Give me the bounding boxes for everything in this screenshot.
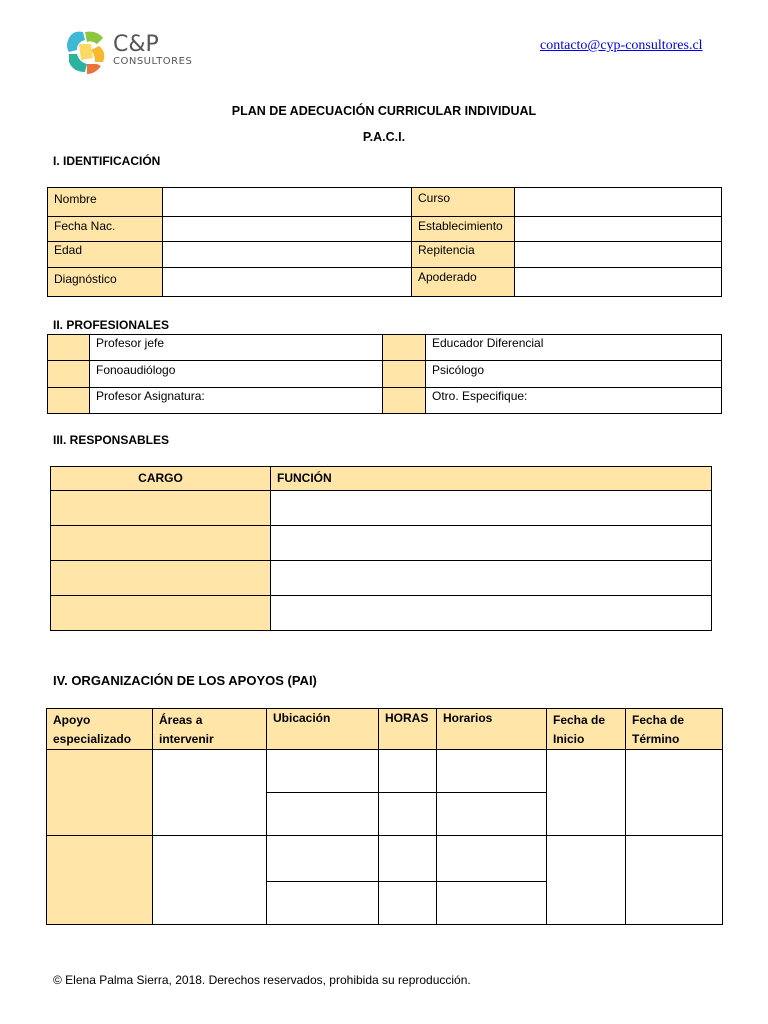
input-horas[interactable] — [379, 793, 437, 836]
header-inicio-line1: Fecha de — [553, 713, 606, 727]
input-funcion[interactable] — [271, 491, 712, 526]
header-termino-line2: Término — [632, 732, 680, 746]
table-row — [51, 491, 712, 526]
label-diagnostico: Diagnóstico — [48, 268, 163, 297]
label-apoderado: Apoderado — [412, 268, 515, 297]
header-horas: HORAS — [379, 709, 437, 750]
input-fecha-termino[interactable] — [626, 836, 723, 925]
header-fecha-inicio — [547, 709, 626, 750]
professionals-table — [47, 334, 722, 414]
label-otro: Otro. Especifique: — [426, 388, 722, 414]
table-row — [51, 596, 712, 631]
header-cargo: CARGO — [51, 467, 271, 491]
input-nombre[interactable] — [163, 188, 412, 217]
input-fecha-nac[interactable] — [163, 217, 412, 242]
checkbox-psicologo[interactable] — [383, 361, 426, 388]
document-subtitle: P.A.C.I. — [362, 130, 406, 144]
input-horas[interactable] — [379, 750, 437, 793]
company-logo — [63, 28, 203, 78]
input-funcion[interactable] — [271, 561, 712, 596]
responsables-table — [50, 466, 712, 631]
label-nombre: Nombre — [48, 188, 163, 217]
apoyos-table — [46, 708, 723, 925]
puzzle-logo-icon — [63, 28, 109, 76]
table-row — [47, 836, 723, 882]
label-repitencia: Repitencia — [412, 242, 515, 268]
header-apoyo-line1: Apoyo — [53, 713, 91, 727]
checkbox-otro[interactable] — [383, 388, 426, 414]
header-funcion: FUNCIÓN — [271, 467, 712, 491]
table-row — [48, 361, 722, 388]
input-apoyo[interactable] — [47, 750, 153, 836]
identification-table — [47, 187, 722, 297]
input-repitencia[interactable] — [515, 242, 722, 268]
table-row — [48, 188, 722, 217]
logo-sub-text: CONSULTORES — [113, 56, 193, 67]
header-apoyo-line2: especializado — [53, 732, 132, 746]
input-ubicacion[interactable] — [267, 836, 379, 882]
input-horas[interactable] — [379, 882, 437, 925]
input-cargo[interactable] — [51, 561, 271, 596]
label-profesor-jefe: Profesor jefe — [90, 335, 383, 361]
input-edad[interactable] — [163, 242, 412, 268]
table-row — [51, 561, 712, 596]
label-profesor-asignatura: Profesor Asignatura: — [90, 388, 383, 414]
table-row — [47, 750, 723, 793]
section-apoyos-heading: IV. ORGANIZACIÓN DE LOS APOYOS (PAI) — [53, 673, 317, 688]
header-areas-line2: intervenir — [159, 732, 214, 746]
input-horarios[interactable] — [437, 750, 547, 793]
input-funcion[interactable] — [271, 596, 712, 631]
contact-email-link[interactable]: contacto@cyp-consultores.cl — [540, 38, 703, 53]
section-responsables-heading: III. RESPONSABLES — [53, 433, 170, 447]
input-fecha-termino[interactable] — [626, 750, 723, 836]
table-row — [48, 217, 722, 242]
header-termino-line1: Fecha de — [632, 713, 685, 727]
input-cargo[interactable] — [51, 526, 271, 561]
input-horarios[interactable] — [437, 793, 547, 836]
input-apoyo[interactable] — [47, 836, 153, 925]
header-apoyo — [47, 709, 153, 750]
header-fecha-termino — [626, 709, 723, 750]
input-ubicacion[interactable] — [267, 882, 379, 925]
table-row — [51, 467, 712, 491]
checkbox-educador-diferencial[interactable] — [383, 335, 426, 361]
table-row — [48, 242, 722, 268]
table-row — [48, 388, 722, 414]
label-curso: Curso — [412, 188, 515, 217]
copyright-footer: © Elena Palma Sierra, 2018. Derechos reservados, prohibida su reproducción. — [53, 973, 471, 987]
input-apoderado[interactable] — [515, 268, 722, 297]
input-horarios[interactable] — [437, 836, 547, 882]
input-ubicacion[interactable] — [267, 793, 379, 836]
header-horarios: Horarios — [437, 709, 547, 750]
table-row — [48, 268, 722, 297]
checkbox-profesor-jefe[interactable] — [48, 335, 90, 361]
table-row — [48, 335, 722, 361]
label-fecha-nac: Fecha Nac. — [48, 217, 163, 242]
header-areas — [153, 709, 267, 750]
label-edad: Edad — [48, 242, 163, 268]
document-title: PLAN DE ADECUACIÓN CURRICULAR INDIVIDUAL — [231, 104, 537, 118]
checkbox-fonoaudiologo[interactable] — [48, 361, 90, 388]
input-fecha-inicio[interactable] — [547, 836, 626, 925]
table-row — [47, 709, 723, 750]
label-psicologo: Psicólogo — [426, 361, 722, 388]
section-profesionales-heading: II. PROFESIONALES — [53, 318, 170, 332]
label-fonoaudiologo: Fonoaudiólogo — [90, 361, 383, 388]
input-funcion[interactable] — [271, 526, 712, 561]
input-areas[interactable] — [153, 750, 267, 836]
input-fecha-inicio[interactable] — [547, 750, 626, 836]
section-identificacion-heading: I. IDENTIFICACIÓN — [53, 154, 161, 168]
label-educador-diferencial: Educador Diferencial — [426, 335, 722, 361]
header-inicio-line2: Inicio — [553, 732, 585, 746]
input-curso[interactable] — [515, 188, 722, 217]
input-horarios[interactable] — [437, 882, 547, 925]
input-cargo[interactable] — [51, 491, 271, 526]
checkbox-profesor-asignatura[interactable] — [48, 388, 90, 414]
input-areas[interactable] — [153, 836, 267, 925]
header-ubicacion: Ubicación — [267, 709, 379, 750]
label-establecimiento: Establecimiento — [412, 217, 515, 242]
input-cargo[interactable] — [51, 596, 271, 631]
table-row — [51, 526, 712, 561]
input-establecimiento[interactable] — [515, 217, 722, 242]
header-areas-line1: Áreas a — [159, 713, 203, 727]
input-horas[interactable] — [379, 836, 437, 882]
input-diagnostico[interactable] — [163, 268, 412, 297]
logo-main-text: C&P — [113, 32, 159, 57]
input-ubicacion[interactable] — [267, 750, 379, 793]
